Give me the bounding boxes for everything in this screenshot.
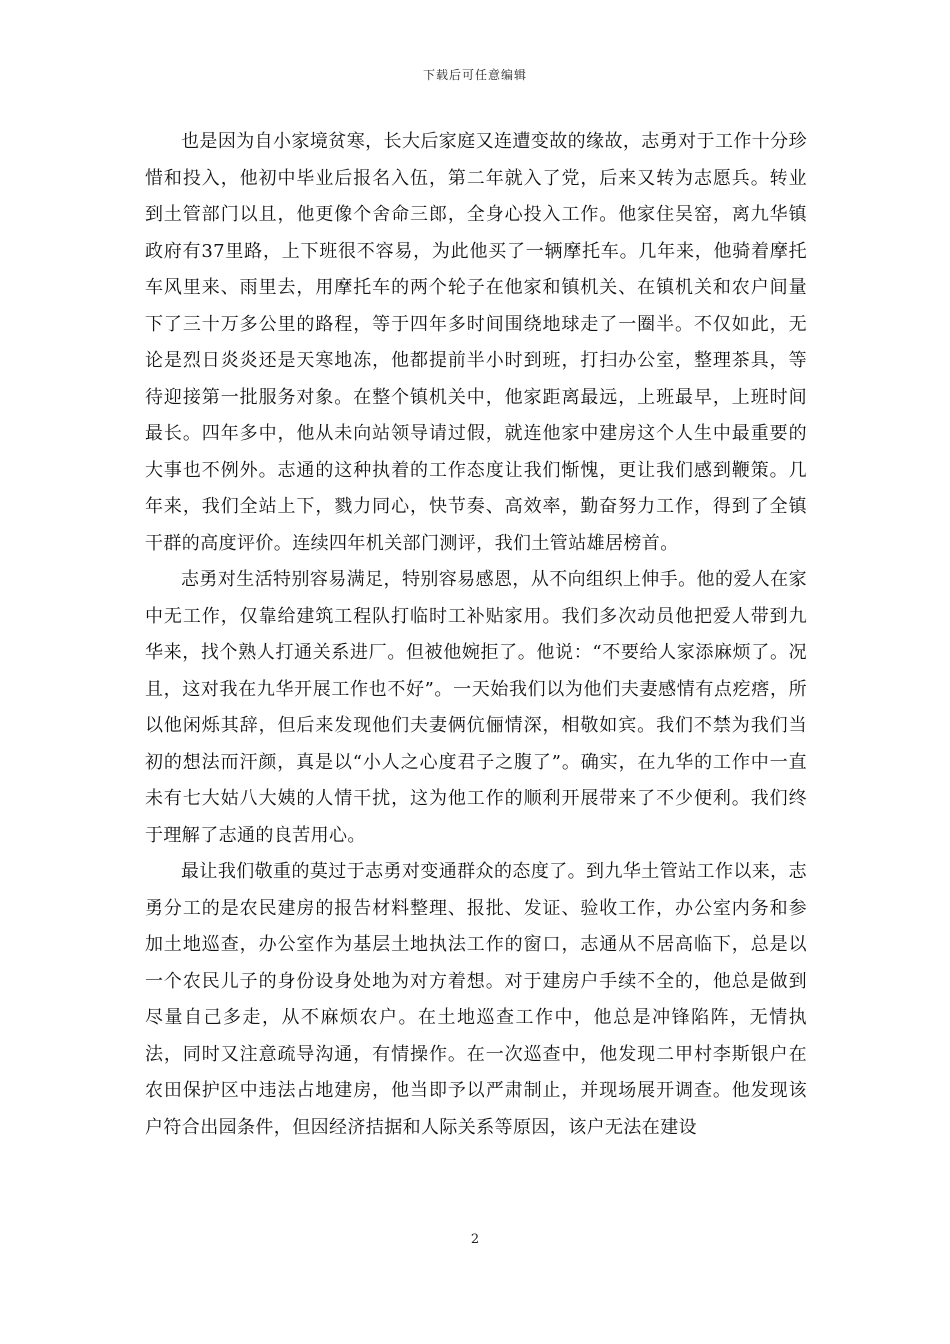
paragraph-3: 最让我们敬重的莫过于志勇对变通群众的态度了。到九华土管站工作以来，志勇分工的是农民建房的报告材料整理、报批、发证、验收工作，办公室内务和参加土地巡查，办公室作为基层土地执法工作的窗口，志通从不居高临下，总是以一个农民儿子的身份设身处地为对方着想。对于建房户手续不全的，他总是做到尽量自己多走，从不麻烦农户。在土地巡查工作中，他总是冲锋陷阵，无情执法，同时又注意疏导沟通，有情操作。在一次巡查中，他发现二甲村李斯银户在农田保护区中违法占地建房，他当即予以严肃制止，并现场展开调查。他发现该户符合出园条件，但因经济拮据和人际关系等原因，该户无法在建设 (145, 861, 807, 1138)
page-number: 2 (470, 1232, 480, 1247)
paragraph-1: 也是因为自小家境贫寒，长大后家庭又连遭变故的缘故，志勇对于工作十分珍惜和投入，他初中毕业后报名入伍，第二年就入了党，后来又转为志愿兵。转业到土管部门以且，他更像个舍命三郎，全身心投入工作。他家住吴窑，离九华镇政府有37里路，上下班很不容易，为此他买了一辆摩托车。几年来，他骑着摩托车风里来、雨里去，用摩托车的两个轮子在他家和镇机关、在镇机关和农户间量下了三十万多公里的路程，等于四年多时间围绕地球走了一圈半。不仅如此，无论是烈日炎炎还是天寒地冻，他都提前半小时到班，打扫办公室，整理茶具，等待迎接第一批服务对象。在整个镇机关中，他家距离最远，上班最早，上班时间最长。四年多中，他从未向站领导请过假，就连他家中建房这个人生中最重要的大事也不例外。志通的这种执着的工作态度让我们惭愧，更让我们感到鞭策。几年来，我们全站上下，戮力同心，快节奏、高效率，勤奋努力工作，得到了全镇干群的高度评价。连续四年机关部门测评，我们土管站雄居榜首。 (145, 131, 807, 554)
paragraph-2: 志勇对生活特别容易满足，特别容易感恩，从不向组织上伸手。他的爱人在家中无工作，仅靠给建筑工程队打临时工补贴家用。我们多次动员他把爱人带到九华来，找个熟人打通关系进厂。但被他婉拒了。他说：“不要给人家添麻烦了。况且，这对我在九华开展工作也不好”。一天始我们以为他们夫妻感情有点疙瘩，所以他闲烁其辞，但后来发现他们夫妻俩伉俪情深，相敬如宾。我们不禁为我们当初的想法而汗颜，真是以“小人之心度君子之腹了”。确实，在九华的工作中一直未有七大姑八大姨的人情干扰，这为他工作的顺利开展带来了不少便利。我们终于理解了志通的良苦用心。 (145, 569, 807, 846)
document-body (145, 124, 807, 1146)
page-header-note: 下载后可任意编辑 (422, 68, 527, 82)
